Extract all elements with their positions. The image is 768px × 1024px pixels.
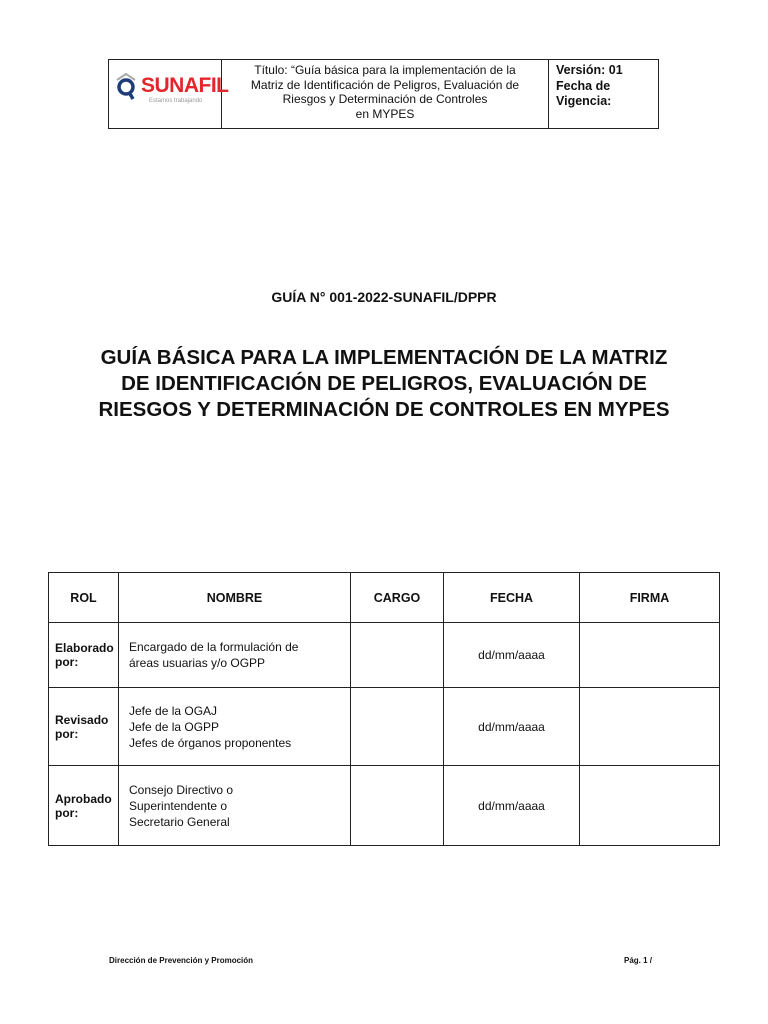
nombre-text: Superintendente o [129,798,228,813]
col-nombre: NOMBRE [119,573,351,623]
nombre-text: Secretario General [129,814,230,829]
rol-cell [49,623,119,688]
table-row [49,623,720,688]
logo-text: SUNAFIL [141,74,229,97]
header-title [222,60,549,128]
rol-cell [49,766,119,846]
cargo-cell [351,766,444,846]
title-line: RIESGOS Y DETERMINACIÓN DE CONTROLES EN MYPES [98,398,670,421]
rol-text: por: [55,726,79,741]
header-title-line: Título: “Guía básica para la implementación de la [254,63,516,77]
fecha-cell: dd/mm/aaaa [444,766,580,846]
col-fecha: FECHA [444,573,580,623]
rol-text: por: [55,805,79,820]
fecha-cell: dd/mm/aaaa [444,623,580,688]
fecha-cell: dd/mm/aaaa [444,688,580,766]
footer-department: Dirección de Prevención y Promoción [109,956,254,965]
cargo-cell [351,688,444,766]
version-cell [549,60,658,128]
nombre-text: Encargado de la formulación de [129,640,299,654]
document-title [60,345,708,423]
nombre-text: áreas usuarias y/o OGPP [129,656,266,670]
table-row [49,688,720,766]
header-title-line: Riesgos y Determinación de Controles [282,92,488,106]
document-code: GUÍA N° 001-2022-SUNAFIL/DPPR [271,289,497,305]
logo-cell [109,60,229,128]
logo-tagline: Estamos trabajando [149,98,203,104]
footer-page-number: Pág. 1 / [624,956,653,965]
header-title-line: Matriz de Identificación de Peligros, Evaluación de [250,77,520,92]
nombre-cell [119,688,351,766]
sunafil-logo-icon [115,72,137,100]
rol-text: Aprobado [55,791,112,806]
vigencia-label: Vigencia: [556,94,612,108]
table-row [49,766,720,846]
cargo-cell [351,623,444,688]
col-cargo: CARGO [351,573,444,623]
nombre-text: Jefe de la OGAJ [129,703,218,718]
firma-cell [580,766,720,846]
rol-cell [49,688,119,766]
col-rol: ROL [49,573,119,623]
title-line: GUÍA BÁSICA PARA LA IMPLEMENTACIÓN DE LA MATRIZ [100,346,668,369]
nombre-cell [119,766,351,846]
firma-cell [580,688,720,766]
nombre-text: Jefe de la OGPP [129,719,220,734]
rol-text: Revisado [55,712,109,727]
approval-table [48,572,720,846]
col-firma: FIRMA [580,573,720,623]
table-header-row [49,573,720,623]
nombre-cell [119,623,351,688]
rol-text: Elaborado [55,641,114,655]
rol-text: por: [55,655,79,669]
nombre-text: Consejo Directivo o [129,782,234,797]
version-label: Versión: 01 [556,63,623,77]
fecha-label: Fecha de [556,78,611,93]
firma-cell [580,623,720,688]
document-header [108,59,659,129]
nombre-text: Jefes de órganos proponentes [129,735,292,750]
title-line: DE IDENTIFICACIÓN DE PELIGROS, EVALUACIÓN DE [121,372,647,395]
header-title-line: en MYPES [355,106,415,121]
